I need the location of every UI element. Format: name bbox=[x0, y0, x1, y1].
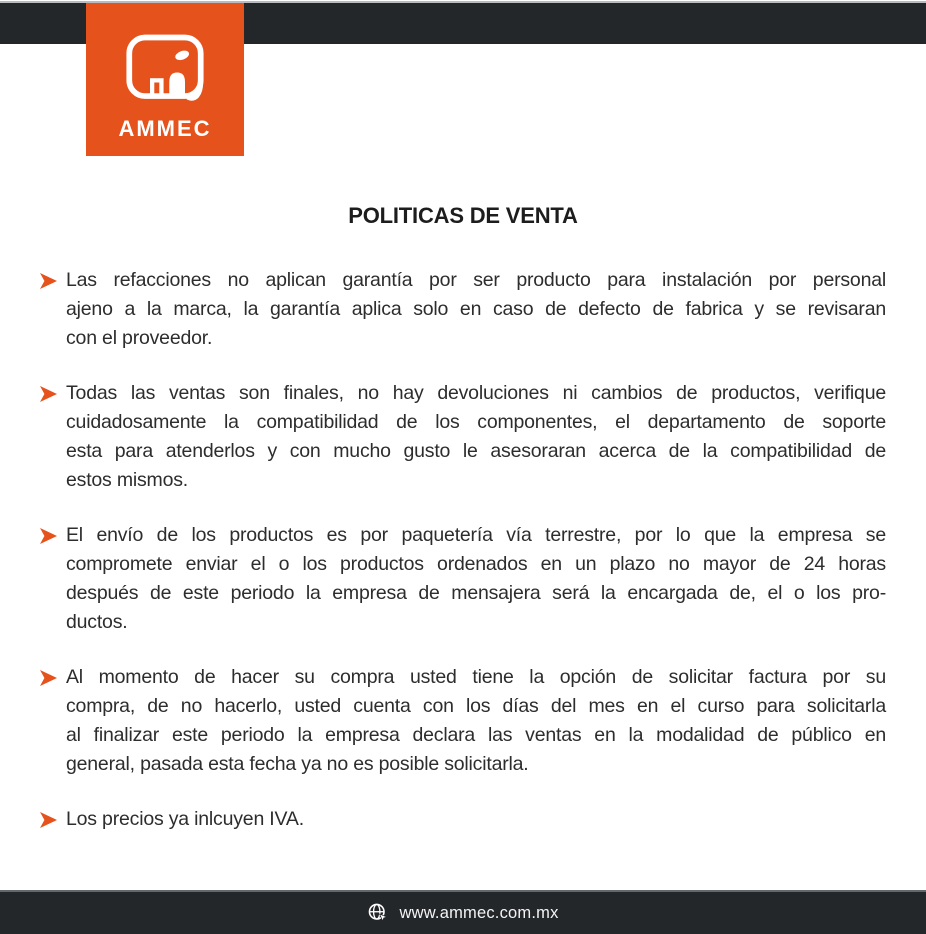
policy-line: El envío de los productos es por paquetería vía terrestre, por lo que la empresa se bbox=[66, 524, 886, 546]
policy-line: con el proveedor. bbox=[66, 327, 213, 349]
policy-line: después de este periodo la empresa de mensajera será la encargada de, el o los pro- bbox=[66, 582, 886, 604]
policy-item bbox=[40, 266, 886, 353]
policy-line: cuidadosamente la compatibilidad de los componentes, el departamento de soporte bbox=[66, 411, 886, 433]
policy-line: al finalizar este periodo la empresa declara las ventas en la modalidad de público en bbox=[66, 724, 886, 746]
policy-line: Las refacciones no aplican garantía por ser producto para instalación por personal bbox=[66, 269, 886, 291]
brand-logo bbox=[86, 3, 244, 156]
arrow-right-icon bbox=[40, 273, 57, 289]
policy-text bbox=[57, 663, 886, 779]
policy-line: esta para atenderlos y con mucho gusto le asesoraran acerca de la compatibilidad de bbox=[66, 440, 886, 462]
policy-text bbox=[57, 379, 886, 495]
globe-cursor-icon bbox=[367, 902, 390, 925]
arrow-right-icon bbox=[40, 812, 57, 828]
policy-line: ductos. bbox=[66, 611, 128, 633]
policy-text bbox=[57, 521, 886, 637]
arrow-right-icon bbox=[40, 670, 57, 686]
policy-text bbox=[57, 805, 886, 834]
policy-line: compromete enviar el o los productos ordenados en un plazo no mayor de 24 horas bbox=[66, 553, 886, 575]
policy-item bbox=[40, 379, 886, 495]
policy-item bbox=[40, 663, 886, 779]
arrow-right-icon bbox=[40, 528, 57, 544]
arrow-right-icon bbox=[40, 386, 57, 402]
footer-bar bbox=[0, 890, 926, 934]
policy-list bbox=[0, 266, 926, 834]
policy-line: Los precios ya inlcuyen IVA. bbox=[66, 808, 304, 830]
policy-line: Al momento de hacer su compra usted tiene la opción de solicitar factura por su bbox=[66, 666, 886, 688]
policy-item bbox=[40, 805, 886, 834]
policy-line: estos mismos. bbox=[66, 469, 189, 491]
page-title: POLITICAS DE VENTA bbox=[348, 203, 578, 228]
policy-line: compra, de no hacerlo, usted cuenta con los días del mes en el curso para solicitarla bbox=[66, 695, 886, 717]
footer-website: www.ammec.com.mx bbox=[399, 903, 559, 922]
policy-item bbox=[40, 521, 886, 637]
policy-line: general, pasada esta fecha ya no es posible solicitarla. bbox=[66, 753, 529, 775]
policy-text bbox=[57, 266, 886, 353]
policy-line: Todas las ventas son finales, no hay devoluciones ni cambios de productos, verifique bbox=[66, 382, 886, 404]
brand-wordmark: AMMEC bbox=[118, 116, 212, 141]
elephant-icon bbox=[125, 33, 205, 107]
policy-line: ajeno a la marca, la garantía aplica solo en caso de defecto de fabrica y se revisaran bbox=[66, 298, 886, 320]
